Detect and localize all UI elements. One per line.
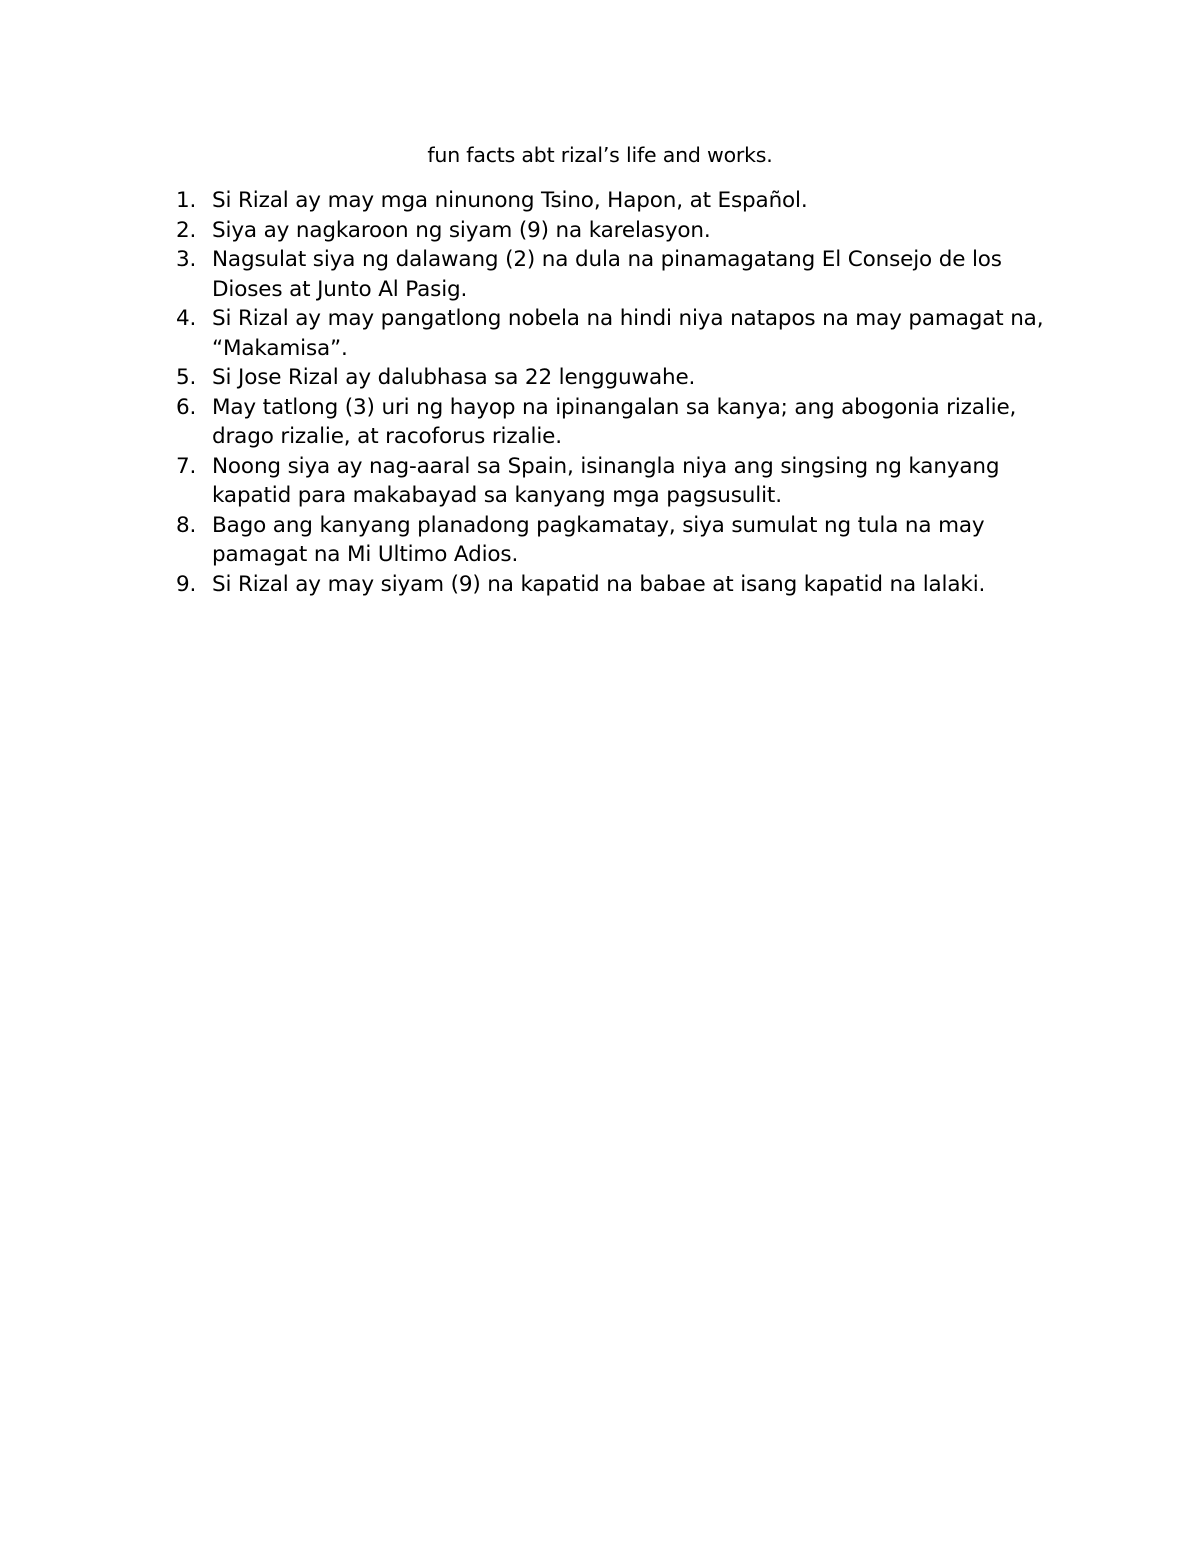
list-item-number: 6. (176, 394, 197, 420)
list-item-number: 7. (176, 453, 197, 479)
list-item-number: 8. (176, 512, 197, 538)
list-item-text: Si Rizal ay may pangatlong nobela na hindi niya natapos na may pamagat na, “Makamisa”. (212, 306, 1044, 361)
list-item-text: Si Jose Rizal ay dalubhasa sa 22 lengguwahe. (212, 365, 696, 390)
list-item-text: Nagsulat siya ng dalawang (2) na dula na pinamagatang El Consejo de los Dioses at Junto Al Pasig. (212, 247, 1002, 302)
list-item-text: Si Rizal ay may siyam (9) na kapatid na babae at isang kapatid na lalaki. (212, 571, 986, 597)
list-item-number: 2. (176, 217, 197, 243)
list-item-number: 1. (176, 188, 197, 213)
list-item-number: 5. (176, 365, 197, 390)
list-item (172, 393, 1072, 452)
list-item-number: 4. (176, 306, 197, 331)
list-item-number: 9. (176, 571, 197, 597)
list-item-text: Si Rizal ay may mga ninunong Tsino, Hapon, at Español. (212, 188, 808, 213)
list-item (172, 304, 1072, 363)
list-item (172, 245, 1072, 304)
list-item-number: 3. (176, 247, 197, 272)
list-item (172, 452, 1072, 511)
list-item (172, 511, 1072, 570)
list-item (172, 216, 1072, 246)
list-item-text: May tatlong (3) uri ng hayop na ipinangalan sa kanya; ang abogonia rizalie, drago rizalie, at racoforus rizalie. (212, 394, 1017, 449)
facts-list (172, 186, 1072, 599)
list-item (172, 186, 1072, 216)
list-item-text: Bago ang kanyang planadong pagkamatay, siya sumulat ng tula na may pamagat na Mi Ultimo Adios. (212, 512, 985, 567)
document-title: fun facts abt rizal’s life and works. (427, 143, 773, 167)
list-item (172, 363, 1072, 393)
list-item-text: Noong siya ay nag-aaral sa Spain, isinangla niya ang singsing ng kanyang kapatid para makabayad sa kanyang mga pagsusulit. (212, 453, 1000, 508)
list-item-text: Siya ay nagkaroon ng siyam (9) na karelasyon. (212, 217, 711, 243)
list-item (172, 570, 1072, 600)
